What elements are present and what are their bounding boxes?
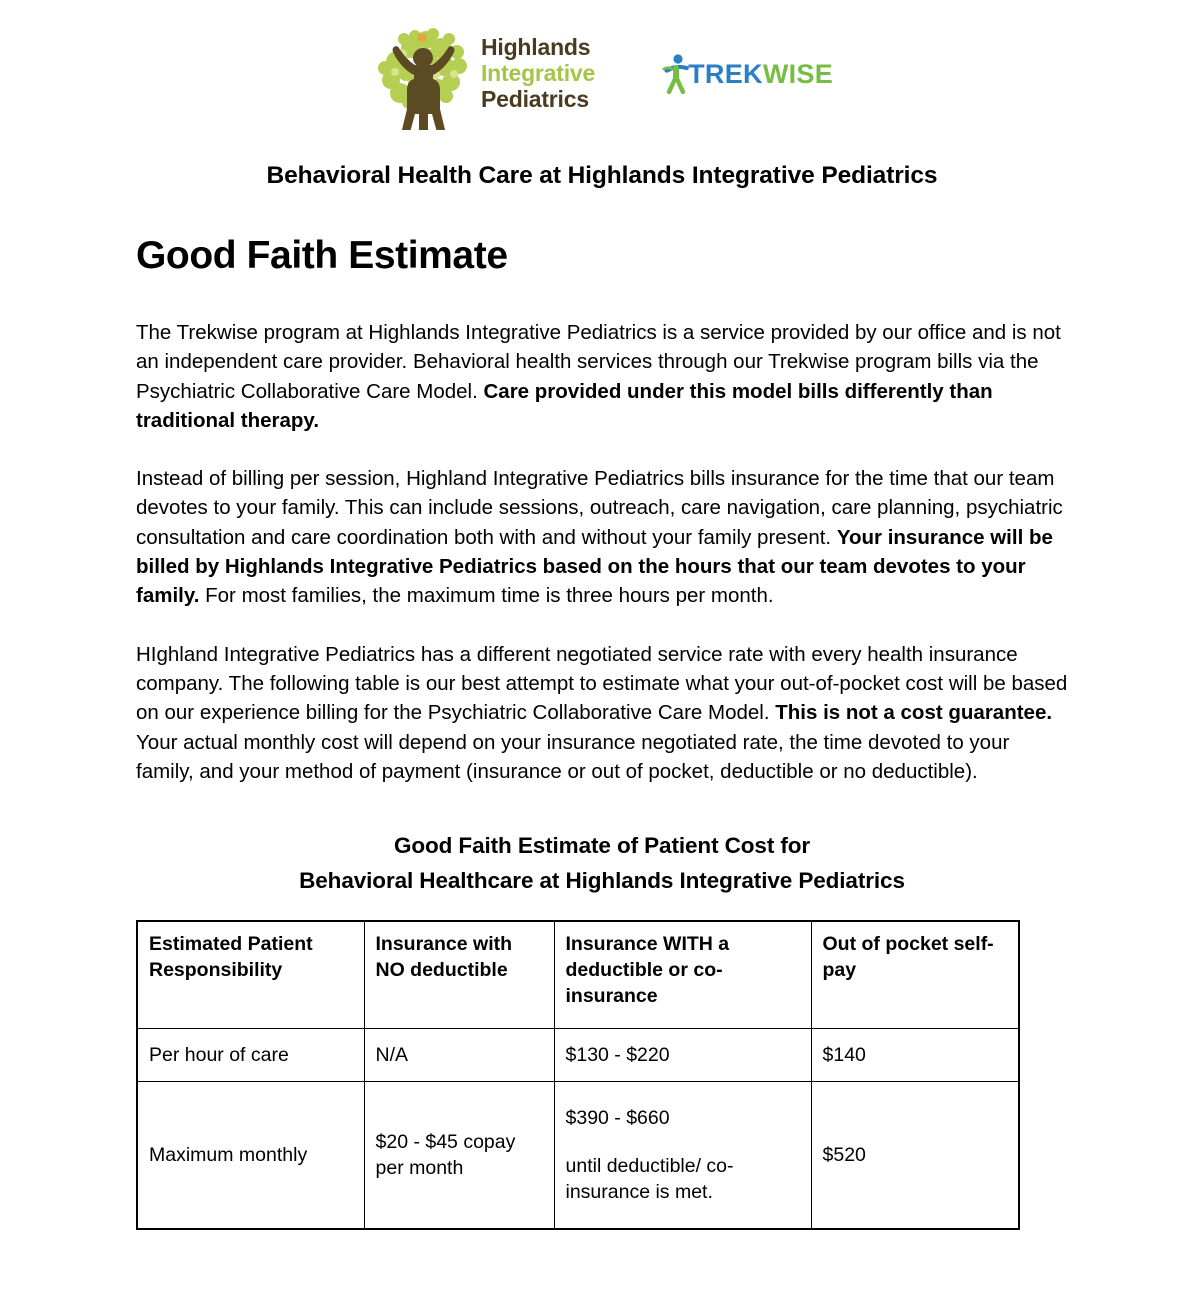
table-header-with-deductible: Insurance WITH a deductible or co-insurance <box>554 921 811 1029</box>
table-header-responsibility: Estimated Patient Responsibility <box>137 921 364 1029</box>
cell-range-amount: $390 - $660 <box>565 1107 670 1130</box>
cell-label-max-monthly: Maximum monthly <box>137 1082 364 1230</box>
page-title: Good Faith Estimate <box>136 234 508 277</box>
cell-self-pay-per-hour: $140 <box>811 1029 1019 1082</box>
p1-text-bold: Care provided under this model bills differently than traditional therapy. <box>136 379 993 432</box>
table-caption <box>136 828 1068 898</box>
table-row <box>137 1082 1019 1230</box>
paragraph-program-overview <box>136 318 1068 435</box>
table-row <box>137 1029 1019 1082</box>
paragraph-negotiated-rates <box>136 640 1068 786</box>
trekwise-trek-text: TREK <box>688 58 763 89</box>
child-tree-logo-icon <box>371 18 475 130</box>
p2-text-normal-1: Instead of billing per session, Highland Integrative Pediatrics bills insurance for the time that our team devotes to your family. This can include sessions, outreach, care navigation, care planning, psychiatric consultation and care coordination both with and without your family present. <box>136 467 1063 549</box>
cell-spacer <box>566 1131 801 1153</box>
estimate-table-container <box>136 920 1068 1230</box>
table-header-no-deductible: Insurance with NO deductible <box>364 921 554 1029</box>
p2-text-normal-2: For most families, the maximum time is three hours per month. <box>199 584 774 608</box>
cell-self-pay-max-monthly: $520 <box>811 1082 1019 1230</box>
table-header-row <box>137 921 1019 1029</box>
paragraph-billing-model <box>136 464 1068 610</box>
p3-text-normal-1: HIghland Integrative Pediatrics has a different negotiated service rate with every health insurance company. The following table is our best attempt to estimate what your out-of-pocket cost will be based on our experience billing for the Psychiatric Collaborative Care Model. <box>136 642 1068 725</box>
logo-band <box>0 0 1204 140</box>
trekwise-logo <box>659 52 833 96</box>
cell-label-per-hour: Per hour of care <box>137 1029 364 1082</box>
table-caption-line-1: Good Faith Estimate of Patient Cost for <box>393 833 811 859</box>
trekwise-wise-text: WISE <box>762 58 834 89</box>
logo-line-pediatrics: Pediatrics <box>480 85 589 112</box>
highlands-integrative-pediatrics-logo <box>371 18 595 130</box>
p1-text-normal: The Trekwise program at Highlands Integrative Pediatrics is a service provided by our office and is not an independent care provider. Behavioral health services through our Trekwise program bills via the Psychiatric Collaborative Care Model. <box>136 321 1061 403</box>
logo-line-integrative: Integrative <box>480 60 596 87</box>
document-subtitle: Behavioral Health Care at Highlands Integrative Pediatrics <box>266 162 938 189</box>
logo-line-highlands: Highlands <box>480 34 591 61</box>
good-faith-estimate-table <box>136 920 1020 1230</box>
table-caption-line-2: Behavioral Healthcare at Highlands Integrative Pediatrics <box>299 868 905 894</box>
p3-text-normal-2: Your actual monthly cost will depend on your insurance negotiated rate, the time devoted to your family, and your method of payment (insurance or out of pocket, deductible or no deductible). <box>136 730 1010 783</box>
cell-deductible-note: until deductible/ co-insurance is met. <box>565 1155 734 1204</box>
p2-text-bold: Your insurance will be billed by Highlands Integrative Pediatrics based on the hours that our team devotes to your family. <box>136 525 1053 608</box>
highlands-logo-wordmark <box>481 35 595 112</box>
trekwise-wordmark <box>688 59 833 90</box>
table-header-self-pay: Out of pocket self-pay <box>811 921 1019 1029</box>
document-body <box>0 162 1204 1230</box>
cell-with-deductible-per-hour: $130 - $220 <box>554 1029 811 1082</box>
cell-no-deductible-per-hour: N/A <box>364 1029 554 1082</box>
p3-text-bold: This is not a cost guarantee. <box>775 701 1053 725</box>
cell-no-deductible-max-monthly: $20 - $45 copay per month <box>364 1082 554 1230</box>
cell-with-deductible-max-monthly <box>554 1082 811 1230</box>
